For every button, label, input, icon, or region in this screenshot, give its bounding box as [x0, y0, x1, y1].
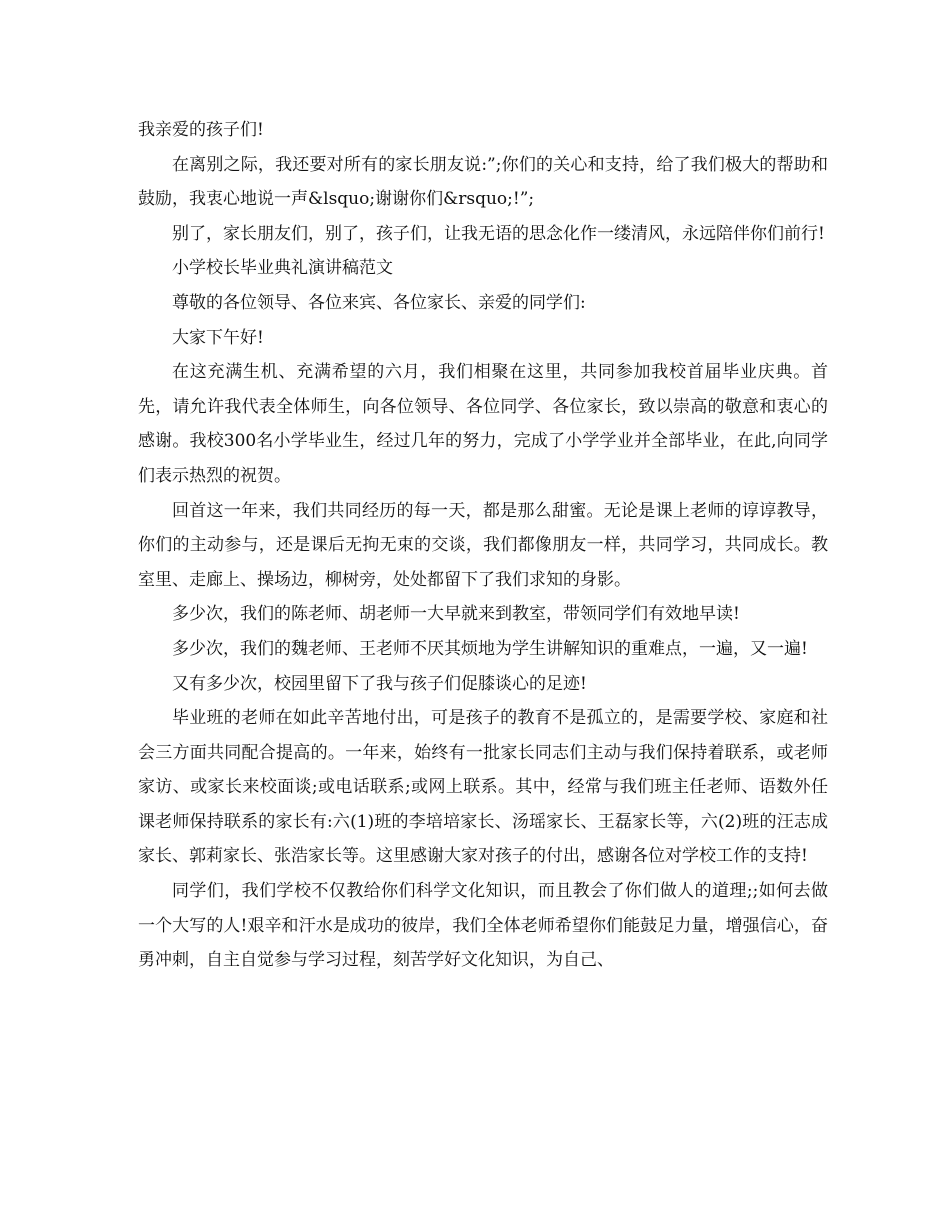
paragraph-11: 又有多少次，校园里留下了我与孩子们促膝谈心的足迹! — [172, 673, 587, 694]
paragraph-2: 在离别之际，我还要对所有的家长朋友说:”;你们的关心和支持，给了我们极大的帮助和鼓励，我衷心地说一声&lsquo;谢谢你们&rsquo;!”; — [138, 154, 828, 210]
salutation: 尊敬的各位领导、各位来宾、各位家长、亲爱的同学们: — [172, 292, 586, 313]
paragraph-12: 毕业班的老师在如此辛苦地付出，可是孩子的教育不是孤立的，是需要学校、家庭和社会三方面共同配合提高的。一年来，始终有一批家长同志们主动与我们保持着联系，或老师家访、或家长来校面谈;或电话联系;或网上联系。其中，经常与我们班主任老师、语数外任课老师保持联系的家长有:六(1)班的李培培家长、汤瑶家长、王磊家长等，六(2)班的汪志成家长、郭莉家长、张浩家长等。这里感谢大家对孩子的付出，感谢各位对学校工作的支持! — [138, 708, 828, 867]
paragraph-8: 回首这一年来，我们共同经历的每一天，都是那么甜蜜。无论是课上老师的谆谆教导，你们的主动参与，还是课后无拘无束的交谈，我们都像朋友一样，共同学习，共同成长。教室里、走廊上、操场边，柳树旁，处处都留下了我们求知的身影。 — [138, 500, 828, 590]
paragraph-7: 在这充满生机、充满希望的六月，我们相聚在这里，共同参加我校首届毕业庆典。首先，请允许我代表全体师生，向各位领导、各位同学、各位家长，致以崇高的敬意和衷心的感谢。我校300名小学毕业生，经过几年的努力，完成了小学学业并全部毕业，在此,向同学们表示热烈的祝贺。 — [138, 362, 828, 486]
paragraph-10: 多少次，我们的魏老师、王老师不厌其烦地为学生讲解知识的重难点，一遍，又一遍! — [172, 638, 808, 659]
paragraph-1: 我亲爱的孩子们! — [138, 120, 264, 140]
paragraph-9: 多少次，我们的陈老师、胡老师一大早就来到教室，带领同学们有效地早读! — [172, 604, 740, 625]
paragraph-3: 别了，家长朋友们，别了，孩子们，让我无语的思念化作一缕清风，永远陪伴你们前行! — [172, 223, 825, 244]
document-body — [138, 113, 828, 978]
greeting: 大家下午好! — [172, 327, 264, 348]
paragraph-13: 同学们，我们学校不仅教给你们科学文化知识，而且教会了你们做人的道理;;如何去做一个大写的人!艰辛和汗水是成功的彼岸，我们全体老师希望你们能鼓足力量，增强信心，奋勇冲刺，自主自觉参与学习过程，刻苦学好文化知识，为自己、 — [138, 881, 828, 971]
section-title: 小学校长毕业典礼演讲稿范文 — [172, 258, 393, 279]
